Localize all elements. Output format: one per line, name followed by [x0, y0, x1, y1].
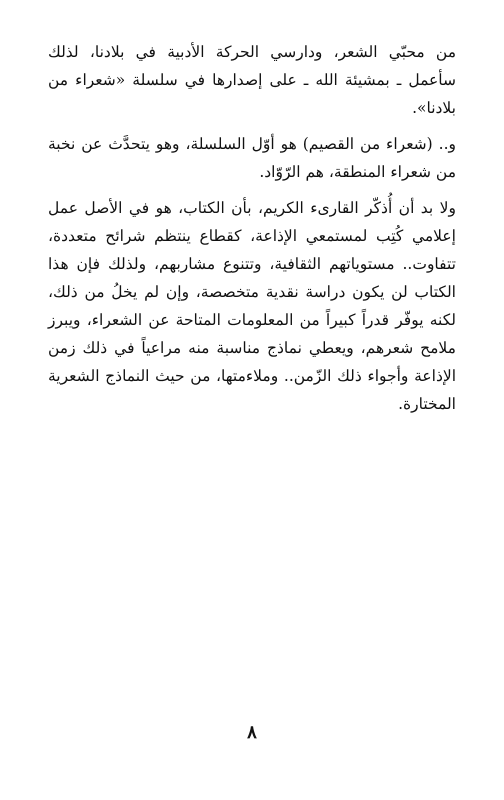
- body-text: [48, 38, 456, 418]
- paragraph-3: ولا بد أن أُذكّر القارىء الكريم، بأن الكتاب، هو في الأصل عمل إعلامي كُتِب لمستمعي الإذاعة، كقطاع ينتظم شرائح متعددة، تتفاوت.. مستوياتهم الثقافية، وتتنوع مشاربهم، ولذلك فإن هذا الكتاب لن يكون دراسة نقدية متخصصة، وإن لم يخلُ من ذلك، لكنه يوفّر قدراً كبيراً من المعلومات المتاحة عن الشعراء، ويبرز ملامح شعرهم، ويعطي نماذج مناسبة منه مراعياً في ذلك زمن الإذاعة وأجواء ذلك الزّمن.. وملاءمتها، من حيث النماذج الشعرية المختارة.: [48, 199, 456, 413]
- paragraph-1: من محبّي الشعر، ودارسي الحركة الأدبية في بلادنا، لذلك سأعمل ـ بمشيئة الله ـ على إصدارها في سلسلة «شعراء من بلادنا».: [48, 43, 456, 117]
- paragraph-2: و.. (شعراء من القصيم) هو أوّل السلسلة، وهو يتحدَّث عن نخبة من شعراء المنطقة، هم الرّوّاد.: [48, 135, 456, 181]
- page-number: ٨: [247, 722, 257, 743]
